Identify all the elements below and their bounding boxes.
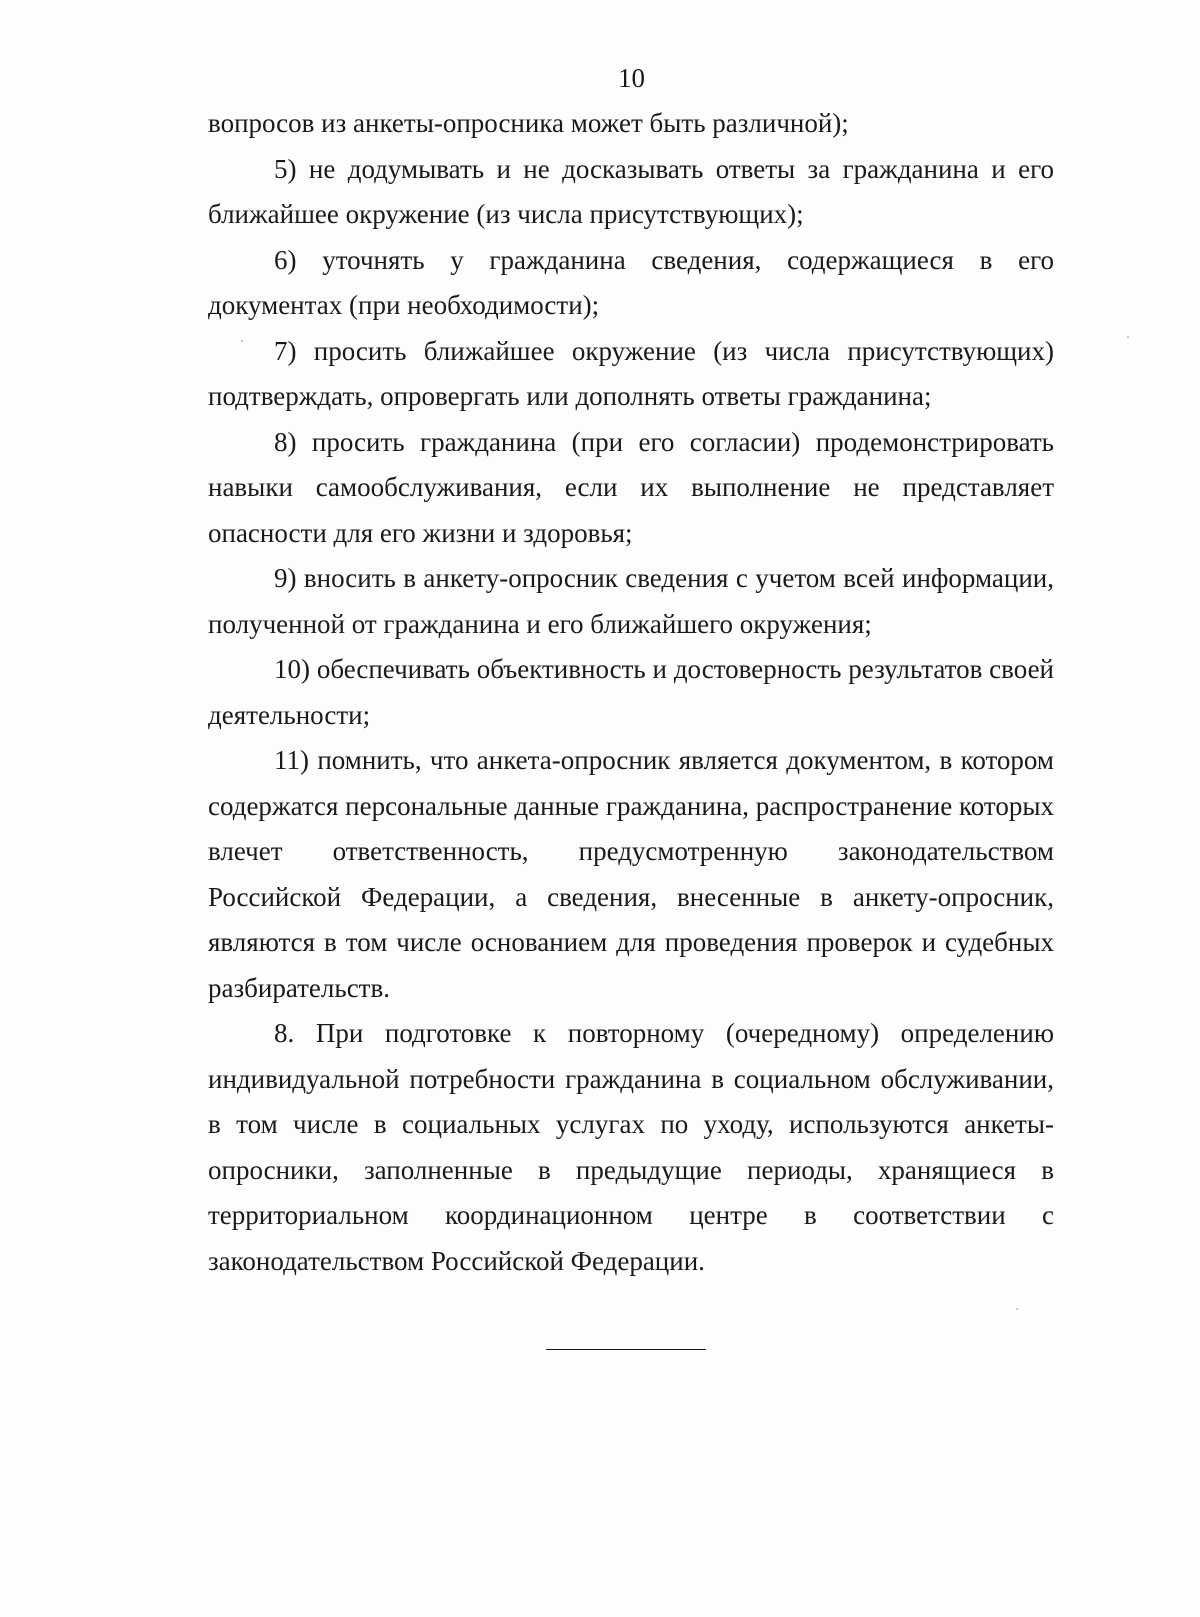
- list-item-8: 8) просить гражданина (при его согласии) продемонстрировать навыки самообслуживания, если их выполнение не представляет опасности для его жизни и здоровья;: [208, 426, 1054, 548]
- scan-speck: [1127, 336, 1129, 338]
- document-body: [208, 101, 1054, 1284]
- list-item-5: 5) не додумывать и не досказывать ответы за гражданина и его ближайшее окружение (из числа присутствующих);: [208, 153, 1054, 229]
- list-item-11: 11) помнить, что анкета-опросник является документом, в котором содержатся персональные данные гражданина, распространение которых влечет ответственность, предусмотренную законодательством Российской Федерации, а сведения, внесенные в анкету-опросник, являются в том числе основанием для проведения проверок и судебных разбирательств.: [208, 745, 1054, 1003]
- scan-speck: [241, 340, 243, 342]
- scan-speck: [1016, 1308, 1018, 1310]
- page-number: 10: [618, 63, 645, 93]
- end-of-document-rule: [546, 1349, 706, 1350]
- paragraph-continuation: вопросов из анкеты-опросника может быть различной);: [208, 108, 849, 138]
- list-item-10: 10) обеспечивать объективность и достоверность результатов своей деятельности;: [208, 654, 1054, 730]
- section-8-paragraph: 8. При подготовке к повторному (очередному) определению индивидуальной потребности гражданина в социальном обслуживании, в том числе в социальных услугах по уходу, используются анкеты-опросники, заполненные в предыдущие периоды, хранящиеся в территориальном координационном центре в соответствии с законодательством Российской Федерации.: [208, 1018, 1054, 1276]
- list-item-7: 7) просить ближайшее окружение (из числа присутствующих) подтверждать, опровергать или дополнять ответы гражданина;: [208, 335, 1054, 411]
- list-item-9: 9) вносить в анкету-опросник сведения с учетом всей информации, полученной от гражданина и его ближайшего окружения;: [208, 563, 1054, 639]
- list-item-6: 6) уточнять у гражданина сведения, содержащиеся в его документах (при необходимости);: [208, 244, 1054, 320]
